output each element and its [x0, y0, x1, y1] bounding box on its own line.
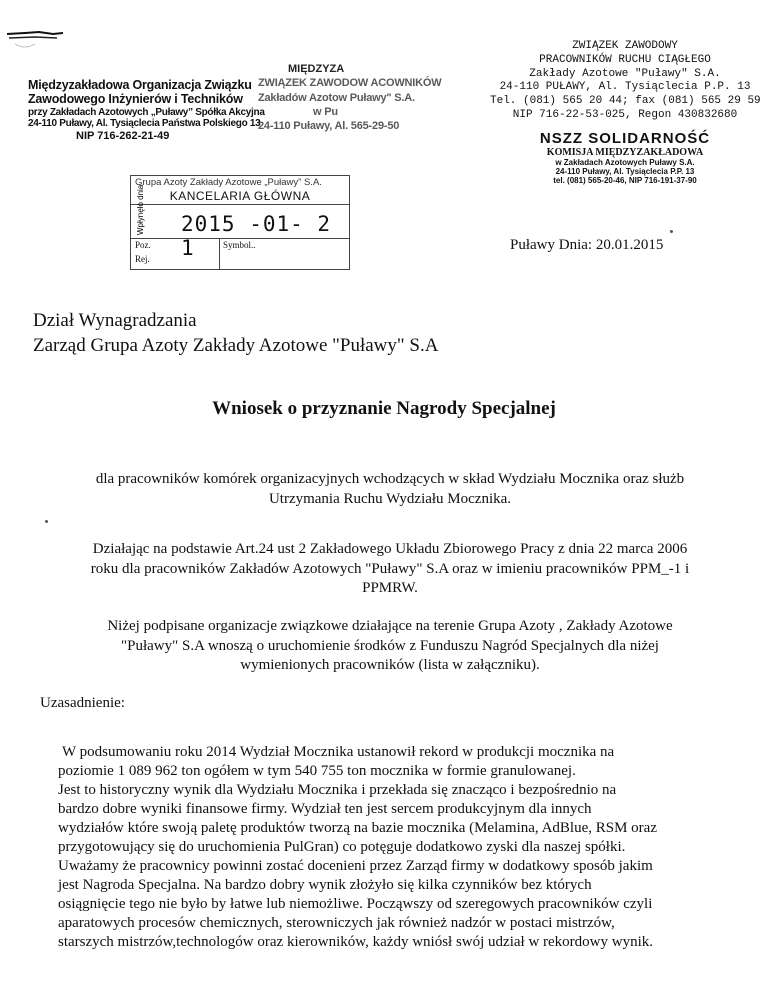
justification-body: [58, 743, 748, 953]
addressee-line-2: Zarząd Grupa Azoty Zakłady Azotowe "Puławy" S.A: [33, 334, 439, 356]
body-line: bardzo dobre wyniki finansowe firmy. Wydział ten jest sercem produkcyjnym dla innych: [58, 801, 592, 818]
stamp-line-4: w Pu: [313, 105, 338, 118]
union-line-1: Międzyzakładowa Organizacja Związku: [28, 78, 252, 92]
union-line-4: 24-110 Puławy, Al. Tysiąclecia Państwa Polskiego 13: [28, 118, 261, 130]
paragraph-line: PPMRW.: [362, 580, 418, 596]
stamp-line-5: 24-110 Puławy, Al. 565-29-50: [258, 120, 400, 133]
received-stamp: [130, 175, 350, 270]
divider: [219, 238, 220, 269]
zzp-line-5: Tel. (081) 565 20 44; fax (081) 565 29 59: [490, 95, 761, 107]
zzp-line-3: Zakłady Azotowe "Puławy" S.A.: [529, 67, 721, 80]
solidarnosc-company: w Zakładach Azotowych Puławy S.A.: [555, 158, 695, 167]
paragraph-line: roku dla pracowników Zakładów Azotowych "Puławy" S.A oraz w imieniu pracowników PPM_-1 i: [90, 560, 690, 577]
zzp-line-2: PRACOWNIKÓW RUCHU CIĄGŁEGO: [539, 53, 711, 66]
svg-text:Wpłynęło dnia: Wpłynęło dnia: [136, 184, 145, 235]
zzp-line-1: ZWIĄZEK ZAWODOWY: [572, 40, 678, 52]
body-line: Jest to historyczny wynik dla Wydziału Mocznika i przekłada się znacząco i bezpośrednio na: [58, 782, 617, 799]
union-nip: NIP 716-262-21-49: [76, 129, 170, 142]
paragraph-line: Niżej podpisane organizacje związkowe działające na terenie Grupa Azoty , Zakłady Azotowe: [107, 618, 673, 634]
received-label: [133, 184, 157, 236]
body-line: aparatowych procesów chemicznych, sterowniczych jak również nadzór w postaci mistrzów,: [58, 915, 615, 932]
divider: [131, 238, 349, 239]
body-line: osiągnięcie tego nie było by łatwe lub niemożliwe. Począwszy od szeregowych pracowników czyli: [58, 896, 653, 913]
stamp-line-1: MIĘDZYZA: [288, 63, 345, 75]
union-stamp-continuous-operations: [490, 40, 760, 123]
poz-label: Poz.: [135, 240, 151, 250]
paragraph-line: Utrzymania Ruchu Wydziału Mocznika.: [268, 490, 512, 507]
received-stamp-title: KANCELARIA GŁÓWNA: [169, 189, 311, 203]
solidarnosc-committee: KOMISJA MIĘDZYZAKŁADOWA: [546, 147, 704, 158]
paragraph-line: "Puławy" S.A wnoszą o uruchomienie środków z Funduszu Nagród Specjalnych dla niżej: [121, 637, 659, 654]
addressee-block: [33, 309, 438, 358]
union-stamp-engineers: [28, 78, 265, 142]
paragraph-line: Działając na podstawie Art.24 ust 2 Zakładowego Układu Zbiorowego Pracy z dnia 22 marca 2006: [92, 541, 688, 557]
body-line: Uważamy że pracownicy powinni zostać docenieni przez Zarząd firmy w dodatkowy sposób jakim: [58, 858, 653, 875]
body-line: poziomie 1 089 962 ton ogółem w tym 540 755 ton mocznika w formie granulowanej.: [58, 763, 576, 780]
paragraph-legal-basis: [40, 540, 740, 599]
solidarnosc-address: 24-110 Puławy, Al. Tysiąclecia P.P. 13: [555, 167, 695, 176]
scan-speck: [670, 230, 673, 233]
solidarnosc-contact: tel. (081) 565-20-46, NIP 716-191-37-90: [553, 176, 697, 185]
solidarnosc-stamp: [520, 130, 730, 185]
paragraph-line: dla pracowników komórek organizacyjnych wchodzących w skład Wydziału Mocznika oraz służb: [95, 471, 685, 487]
paragraph-line: wymienionych pracowników (lista w załączniku).: [240, 657, 540, 673]
union-line-2: Zawodowego Inżynierów i Techników: [28, 92, 243, 107]
solidarnosc-name: NSZZ SOLIDARNOŚĆ: [539, 130, 711, 147]
zzp-line-6: NIP 716-22-53-025, Regon 430832680: [512, 108, 738, 121]
body-line: W podsumowaniu roku 2014 Wydział Mocznika ustanowił rekord w produkcji mocznika na: [62, 744, 615, 760]
paragraph-scope: [40, 470, 740, 509]
received-stamp-header: Grupa Azoty Zakłady Azotowe „Puławy” S.A.: [135, 177, 322, 188]
zzp-line-4: 24-110 PUŁAWY, Al. Tysiąclecia P.P. 13: [499, 81, 751, 94]
body-line: jest Nagroda Specjalna. Na bardzo dobry wynik złożyło się kilka czynników bez których: [58, 877, 592, 894]
justification-label: Uzasadnienie:: [40, 695, 125, 711]
signature-scribble: [5, 22, 65, 62]
received-date: 2015 -01- 2 1: [181, 212, 332, 260]
divider: [131, 204, 349, 205]
stamp-line-2: ZWIĄZEK ZAWODOW ACOWNIKÓW: [258, 77, 442, 90]
body-line: starszych mistrzów,technologów oraz kierowników, każdy wniósł swój udział w rekordowy wynik.: [58, 934, 654, 951]
body-line: przygotowujący się do uruchomienia PulGran) co potęguje dodatkowo zyski dla naszej spółki.: [58, 839, 626, 856]
paragraph-request: [40, 617, 740, 676]
addressee-line-1: Dział Wynagradzania: [33, 310, 197, 331]
body-line: wydziałów które swoją paletę produktów tworzą na bazie mocznika (Melamina, AdBlue, RSM oraz: [58, 820, 657, 837]
symbol-label: Symbol..: [223, 240, 256, 250]
rej-label: Rej.: [135, 254, 150, 264]
place-date: Puławy Dnia: 20.01.2015: [510, 237, 664, 253]
scan-speck: [45, 520, 48, 523]
union-stamp-workers: [258, 62, 458, 133]
document-title: Wniosek o przyznanie Nagrody Specjalnej: [212, 398, 556, 419]
union-line-3: przy Zakładach Azotowych „Puławy” Spółka Akcyjna: [28, 106, 265, 118]
stamp-line-3: Zakładów Azotow Puławy" S.A.: [258, 91, 415, 104]
